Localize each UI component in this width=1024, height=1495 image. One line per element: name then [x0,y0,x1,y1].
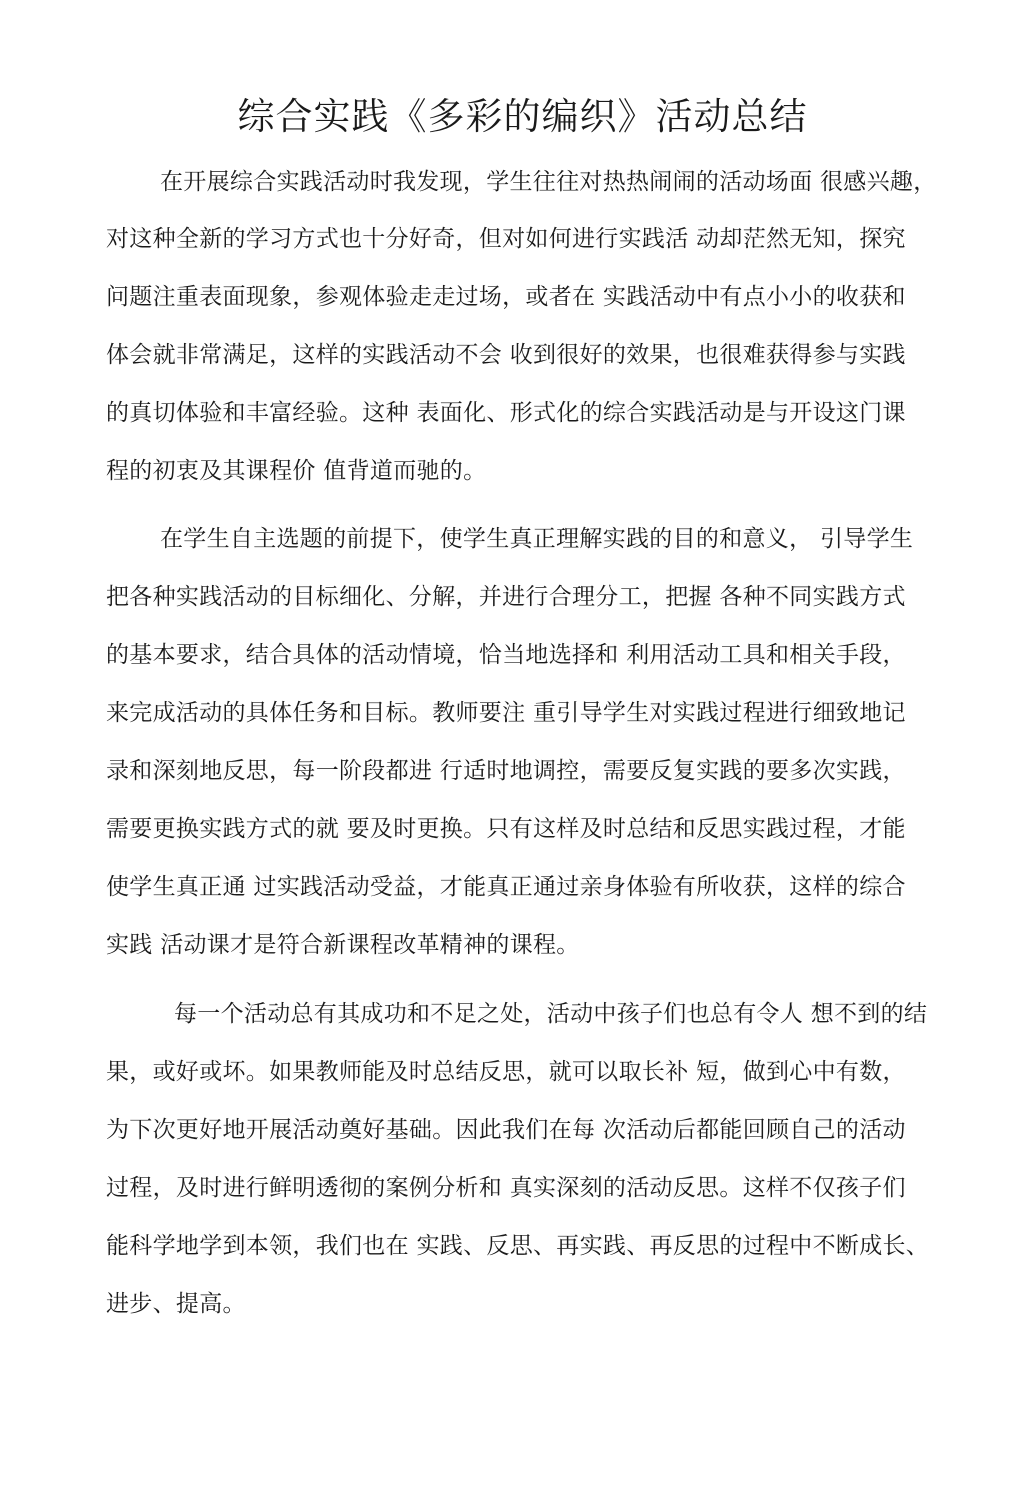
paragraph-2-line-2: 把各种实践活动的目标细化、分解，并进行合理分工，把握 各种不同实践方式 [106,584,906,610]
paragraph-3-line-5: 能科学地学到本领，我们也在 实践、反思、再实践、再反思的过程中不断成长、 [106,1233,930,1259]
paragraph-2-line-3: 的基本要求，结合具体的活动情境，恰当地选择和 利用活动工具和相关手段， [106,642,906,668]
paragraph-1-line-4: 体会就非常满足，这样的实践活动不会 收到很好的效果，也很难获得参与实践 [106,342,906,368]
paragraph-1-line-1: 在开展综合实践活动时我发现，学生往往对热热闹闹的活动场面 很感兴趣， [160,169,937,195]
page-title: 综合实践《多彩的编织》活动总结 [237,95,808,138]
paragraph-1-line-3: 问题注重表面现象，参观体验走走过场，或者在 实践活动中有点小小的收获和 [106,284,906,310]
paragraph-2-line-6: 需要更换实践方式的就 要及时更换。只有这样及时总结和反思实践过程，才能 [106,816,906,842]
paragraph-2-line-7: 使学生真正通 过实践活动受益，才能真正通过亲身体验有所收获，这样的综合 [106,874,906,900]
paragraph-3-line-2: 果，或好或坏。如果教师能及时总结反思，就可以取长补 短，做到心中有数， [106,1059,906,1085]
paragraph-2-line-5: 录和深刻地反思，每一阶段都进 行适时地调控，需要反复实践的要多次实践， [106,758,906,784]
paragraph-1-line-2: 对这种全新的学习方式也十分好奇，但对如何进行实践活 动却茫然无知，探究 [106,226,906,252]
paragraph-1-line-5: 的真切体验和丰富经验。这种 表面化、形式化的综合实践活动是与开设这门课 [106,400,906,426]
paragraph-3-line-6: 进步、提高。 [106,1291,246,1317]
paragraph-1-line-6: 程的初衷及其课程价 值背道而驰的。 [106,458,487,484]
paragraph-3-line-3: 为下次更好地开展活动奠好基础。因此我们在每 次活动后都能回顾自己的活动 [106,1117,906,1143]
paragraph-2-line-4: 来完成活动的具体任务和目标。教师要注 重引导学生对实践过程进行细致地记 [106,700,906,726]
paragraph-3-line-4: 过程，及时进行鲜明透彻的案例分析和 真实深刻的活动反思。这样不仅孩子们 [106,1175,906,1201]
paragraph-3-line-1: 每一个活动总有其成功和不足之处，活动中孩子们也总有令人 想不到的结 [174,1001,928,1027]
paragraph-2-line-1: 在学生自主选题的前提下，使学生真正理解实践的目的和意义， 引导学生 [160,526,914,552]
paragraph-2-line-8: 实践 活动课才是符合新课程改革精神的课程。 [106,932,580,958]
